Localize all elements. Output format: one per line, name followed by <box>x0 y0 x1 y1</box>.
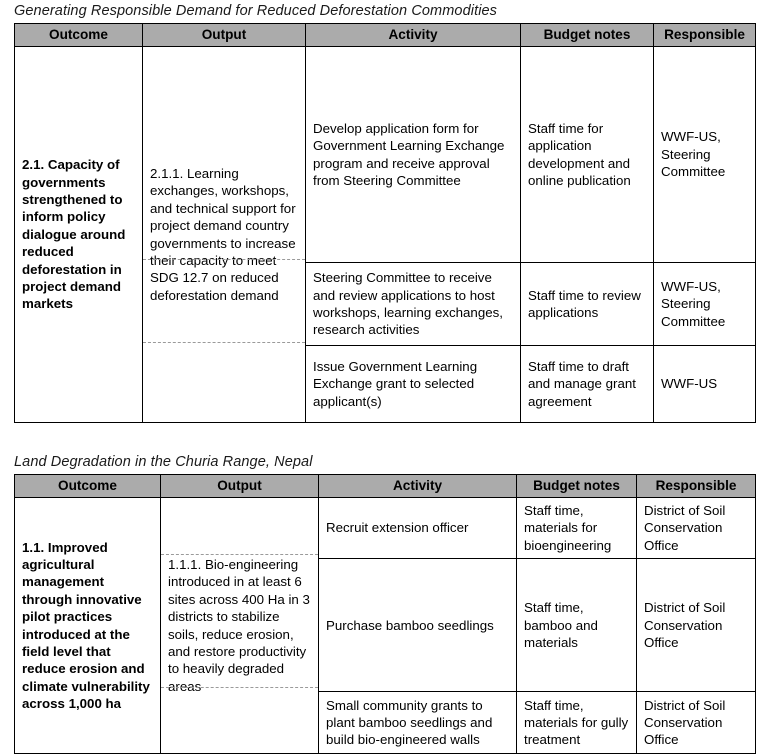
budget-notes-cell: Staff time, materials for gully treatment <box>517 692 637 754</box>
column-header-output: Output <box>161 475 319 498</box>
budget-notes-cell: Staff time for application development and online publication <box>521 47 654 263</box>
responsible-cell: WWF-US <box>654 346 756 423</box>
activity-cell: Small community grants to plant bamboo seedlings and build bio-engineered walls <box>319 692 517 754</box>
activity-cell: Purchase bamboo seedlings <box>319 559 517 692</box>
output-text: 1.1.1. Bio-engineering introduced in at least 6 sites across 400 Ha in 3 districts to stabilize soils, reduce erosion, and restore productivity to heavily degraded areas <box>168 556 310 694</box>
section-title-2: Land Degradation in the Churia Range, Nepal <box>14 454 313 470</box>
column-header-activity: Activity <box>319 475 517 498</box>
output-cell <box>143 47 306 423</box>
output-dashed-separator-2 <box>161 687 318 688</box>
activity-cell: Recruit extension officer <box>319 498 517 559</box>
activity-cell: Issue Government Learning Exchange grant to selected applicant(s) <box>306 346 521 423</box>
outcome-cell: 2.1. Capacity of governments strengthened to inform policy dialogue around reduced deforestation in project demand markets <box>15 47 143 423</box>
output-dashed-separator-2 <box>143 342 305 343</box>
responsible-cell: District of Soil Conservation Office <box>637 559 756 692</box>
column-header-responsible: Responsible <box>637 475 756 498</box>
section-title-1: Generating Responsible Demand for Reduced Deforestation Commodities <box>14 3 498 19</box>
table-row <box>15 47 756 263</box>
logframe-table-2 <box>14 474 756 754</box>
column-header-outcome: Outcome <box>15 24 143 47</box>
responsible-cell: District of Soil Conservation Office <box>637 692 756 754</box>
table-row <box>15 498 756 559</box>
column-header-output: Output <box>143 24 306 47</box>
table-header-row <box>15 24 756 47</box>
output-dashed-separator-1 <box>161 554 318 555</box>
output-text: 2.1.1. Learning exchanges, workshops, and technical support for project demand country governments to increase their capacity to meet SDG 12.7 on reduced deforestation demand <box>150 165 296 303</box>
column-header-responsible: Responsible <box>654 24 756 47</box>
outcome-cell: 1.1. Improved agricultural management through innovative pilot practices introduced at the field level that reduce erosion and climate vulnerability across 1,000 ha <box>15 498 161 754</box>
output-cell <box>161 498 319 754</box>
column-header-budget-notes: Budget notes <box>521 24 654 47</box>
responsible-cell: WWF-US, Steering Committee <box>654 47 756 263</box>
budget-notes-cell: Staff time, bamboo and materials <box>517 559 637 692</box>
column-header-outcome: Outcome <box>15 475 161 498</box>
column-header-activity: Activity <box>306 24 521 47</box>
budget-notes-cell: Staff time to review applications <box>521 263 654 346</box>
budget-notes-cell: Staff time to draft and manage grant agreement <box>521 346 654 423</box>
logframe-table-1 <box>14 23 756 423</box>
activity-cell: Steering Committee to receive and review applications to host workshops, learning exchanges, research activities <box>306 263 521 346</box>
column-header-budget-notes: Budget notes <box>517 475 637 498</box>
output-dashed-separator-1 <box>143 259 305 260</box>
table-header-row <box>15 475 756 498</box>
section-gap <box>0 423 769 451</box>
budget-notes-cell: Staff time, materials for bioengineering <box>517 498 637 559</box>
responsible-cell: District of Soil Conservation Office <box>637 498 756 559</box>
activity-cell: Develop application form for Government Learning Exchange program and receive approval from Steering Committee <box>306 47 521 263</box>
responsible-cell: WWF-US, Steering Committee <box>654 263 756 346</box>
